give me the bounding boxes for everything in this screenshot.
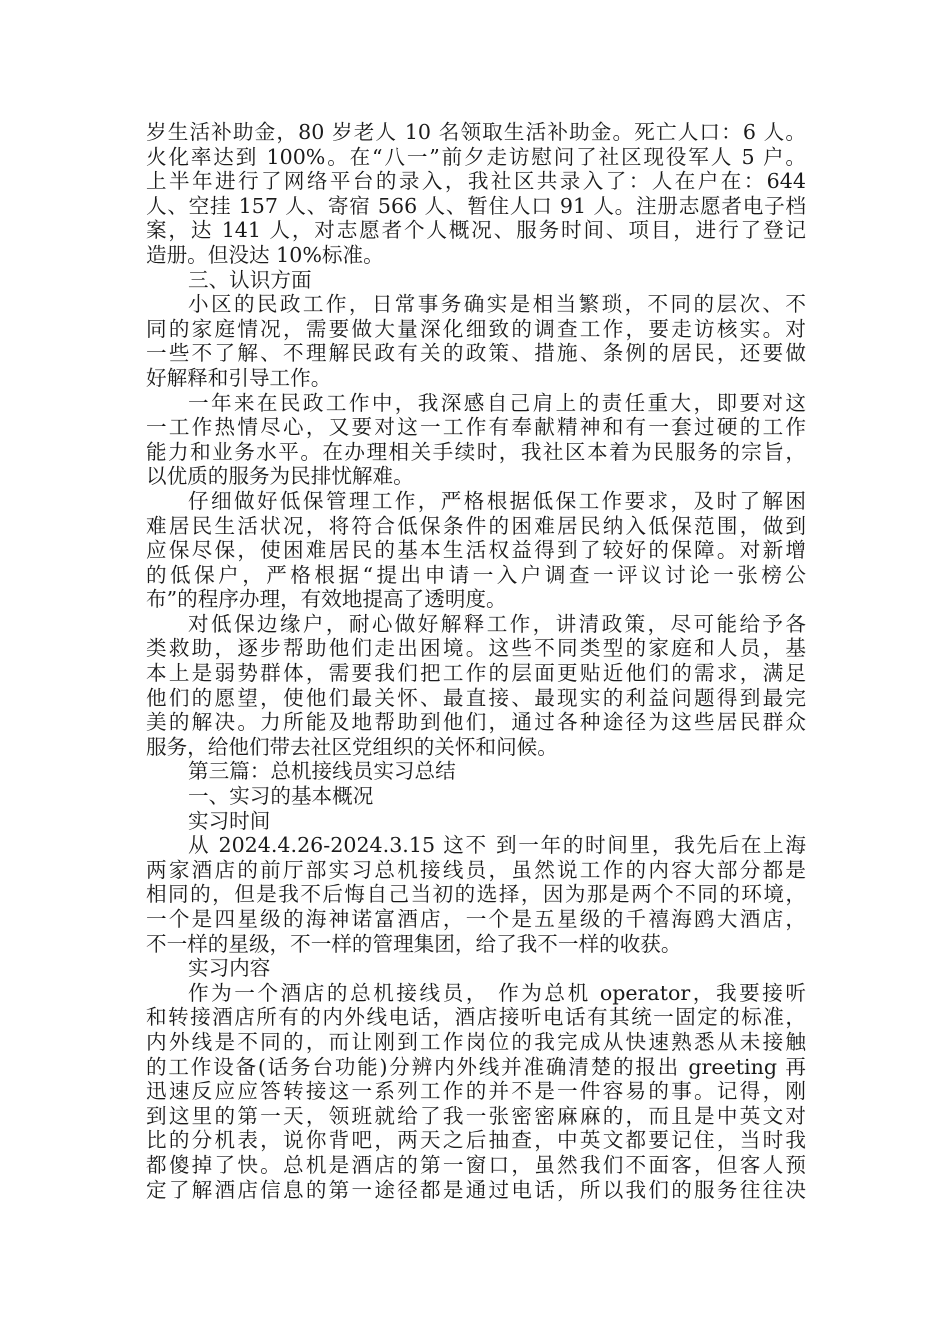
text-line: 的低保户，严格根据“提出申请一入户调查一评议讨论一张榜公 <box>146 562 806 587</box>
text-line: 对低保边缘户，耐心做好解释工作，讲清政策，尽可能给予各 <box>188 611 806 636</box>
text-line: 相同的，但是我不后悔自己当初的选择，因为那是两个不同的环境， <box>146 882 806 907</box>
text-line: 第三篇：总机接线员实习总结 <box>188 759 456 784</box>
text-line: 一个是四星级的海神诺富酒店，一个是五星级的千禧海鸥大酒店， <box>146 907 806 931</box>
text-line: 造册。但没达 10%标准。 <box>146 242 384 267</box>
text-line: 内外线是不同的，而让刚到工作岗位的我完成从快速熟悉从未接触 <box>146 1029 806 1054</box>
text-line: 应保尽保，使困难居民的基本生活权益得到了较好的保障。对新增 <box>146 538 806 563</box>
document-page <box>146 120 806 1202</box>
text-line: 案，达 141 人，对志愿者个人概况、服务时间、项目，进行了登记 <box>146 218 806 243</box>
text-line: 以优质的服务为民排忧解难。 <box>146 464 414 489</box>
text-line: 三、认识方面 <box>188 267 312 292</box>
text-line: 一年来在民政工作中，我深感自己肩上的责任重大，即要对这 <box>188 390 806 415</box>
text-line: 比的分机表，说你背吧，两天之后抽查，中英文都要记住，当时我 <box>146 1128 806 1153</box>
text-line: 不一样的星级，不一样的管理集团，给了我不一样的收获。 <box>146 931 682 956</box>
text-line: 同的家庭情况，需要做大量深化细致的调查工作，要走访核实。对 <box>146 316 806 341</box>
text-line: 实习内容 <box>188 956 271 981</box>
text-line: 小区的民政工作，日常事务确实是相当繁琐，不同的层次、不 <box>188 292 806 317</box>
text-line: 一工作热情尽心，又要对这一工作有奉献精神和有一套过硬的工作 <box>146 415 806 440</box>
text-line: 本上是弱势群体，需要我们把工作的层面更贴近他们的需求，满足 <box>146 661 806 686</box>
text-line: 和转接酒店所有的内外线电话，酒店接听电话有其统一固定的标准， <box>146 1005 806 1030</box>
text-line: 实习时间 <box>188 808 271 833</box>
text-line: 好解释和引导工作。 <box>146 365 332 390</box>
text-line: 都傻掉了快。总机是酒店的第一窗口，虽然我们不面客，但客人预 <box>146 1152 806 1177</box>
text-line: 作为一个酒店的总机接线员， 作为总机 operator，我要接听 <box>188 980 806 1005</box>
text-line: 布”的程序办理，有效地提高了透明度。 <box>146 587 507 612</box>
text-line: 一些不了解、不理解民政有关的政策、措施、条例的居民，还要做 <box>146 341 806 366</box>
text-line: 从 2024.4.26-2024.3.15 这不 到一年的时间里，我先后在上海 <box>188 833 806 858</box>
text-line: 仔细做好低保管理工作，严格根据低保工作要求，及时了解困 <box>188 488 806 513</box>
text-line: 人、空挂 157 人、寄宿 566 人、暂住人口 91 人。注册志愿者电子档 <box>146 193 806 218</box>
text-line: 美的解决。力所能及地帮助到他们，通过各种途径为这些居民群众 <box>146 710 806 735</box>
text-line: 的工作设备(话务台功能)分辨内外线并准确清楚的报出 greeting 再 <box>146 1054 806 1079</box>
text-line: 定了解酒店信息的第一途径都是通过电话，所以我们的服务往往决 <box>146 1177 806 1202</box>
text-line: 难居民生活状况，将符合低保条件的困难居民纳入低保范围，做到 <box>146 513 806 538</box>
text-line: 两家酒店的前厅部实习总机接线员，虽然说工作的内容大部分都是 <box>146 857 806 882</box>
text-line: 能力和业务水平。在办理相关手续时，我社区本着为民服务的宗旨， <box>146 439 806 464</box>
text-line: 类救助，逐步帮助他们走出困境。这些不同类型的家庭和人员，基 <box>146 636 806 661</box>
text-line: 他们的愿望，使他们最关怀、最直接、最现实的利益问题得到最完 <box>146 685 806 710</box>
text-line: 到这里的第一天，领班就给了我一张密密麻麻的，而且是中英文对 <box>146 1103 806 1128</box>
text-line: 迅速反应应答转接这一系列工作的并不是一件容易的事。记得，刚 <box>146 1079 806 1104</box>
text-line: 火化率达到 100%。在“八一”前夕走访慰问了社区现役军人 5 户。 <box>146 144 806 169</box>
text-line: 服务，给他们带去社区党组织的关怀和问候。 <box>146 734 558 759</box>
text-line: 上半年进行了网络平台的录入，我社区共录入了：人在户在：644 <box>146 169 806 194</box>
text-line: 一、实习的基本概况 <box>188 784 374 809</box>
text-line: 岁生活补助金，80 岁老人 10 名领取生活补助金。死亡人口：6 人。 <box>146 120 806 144</box>
